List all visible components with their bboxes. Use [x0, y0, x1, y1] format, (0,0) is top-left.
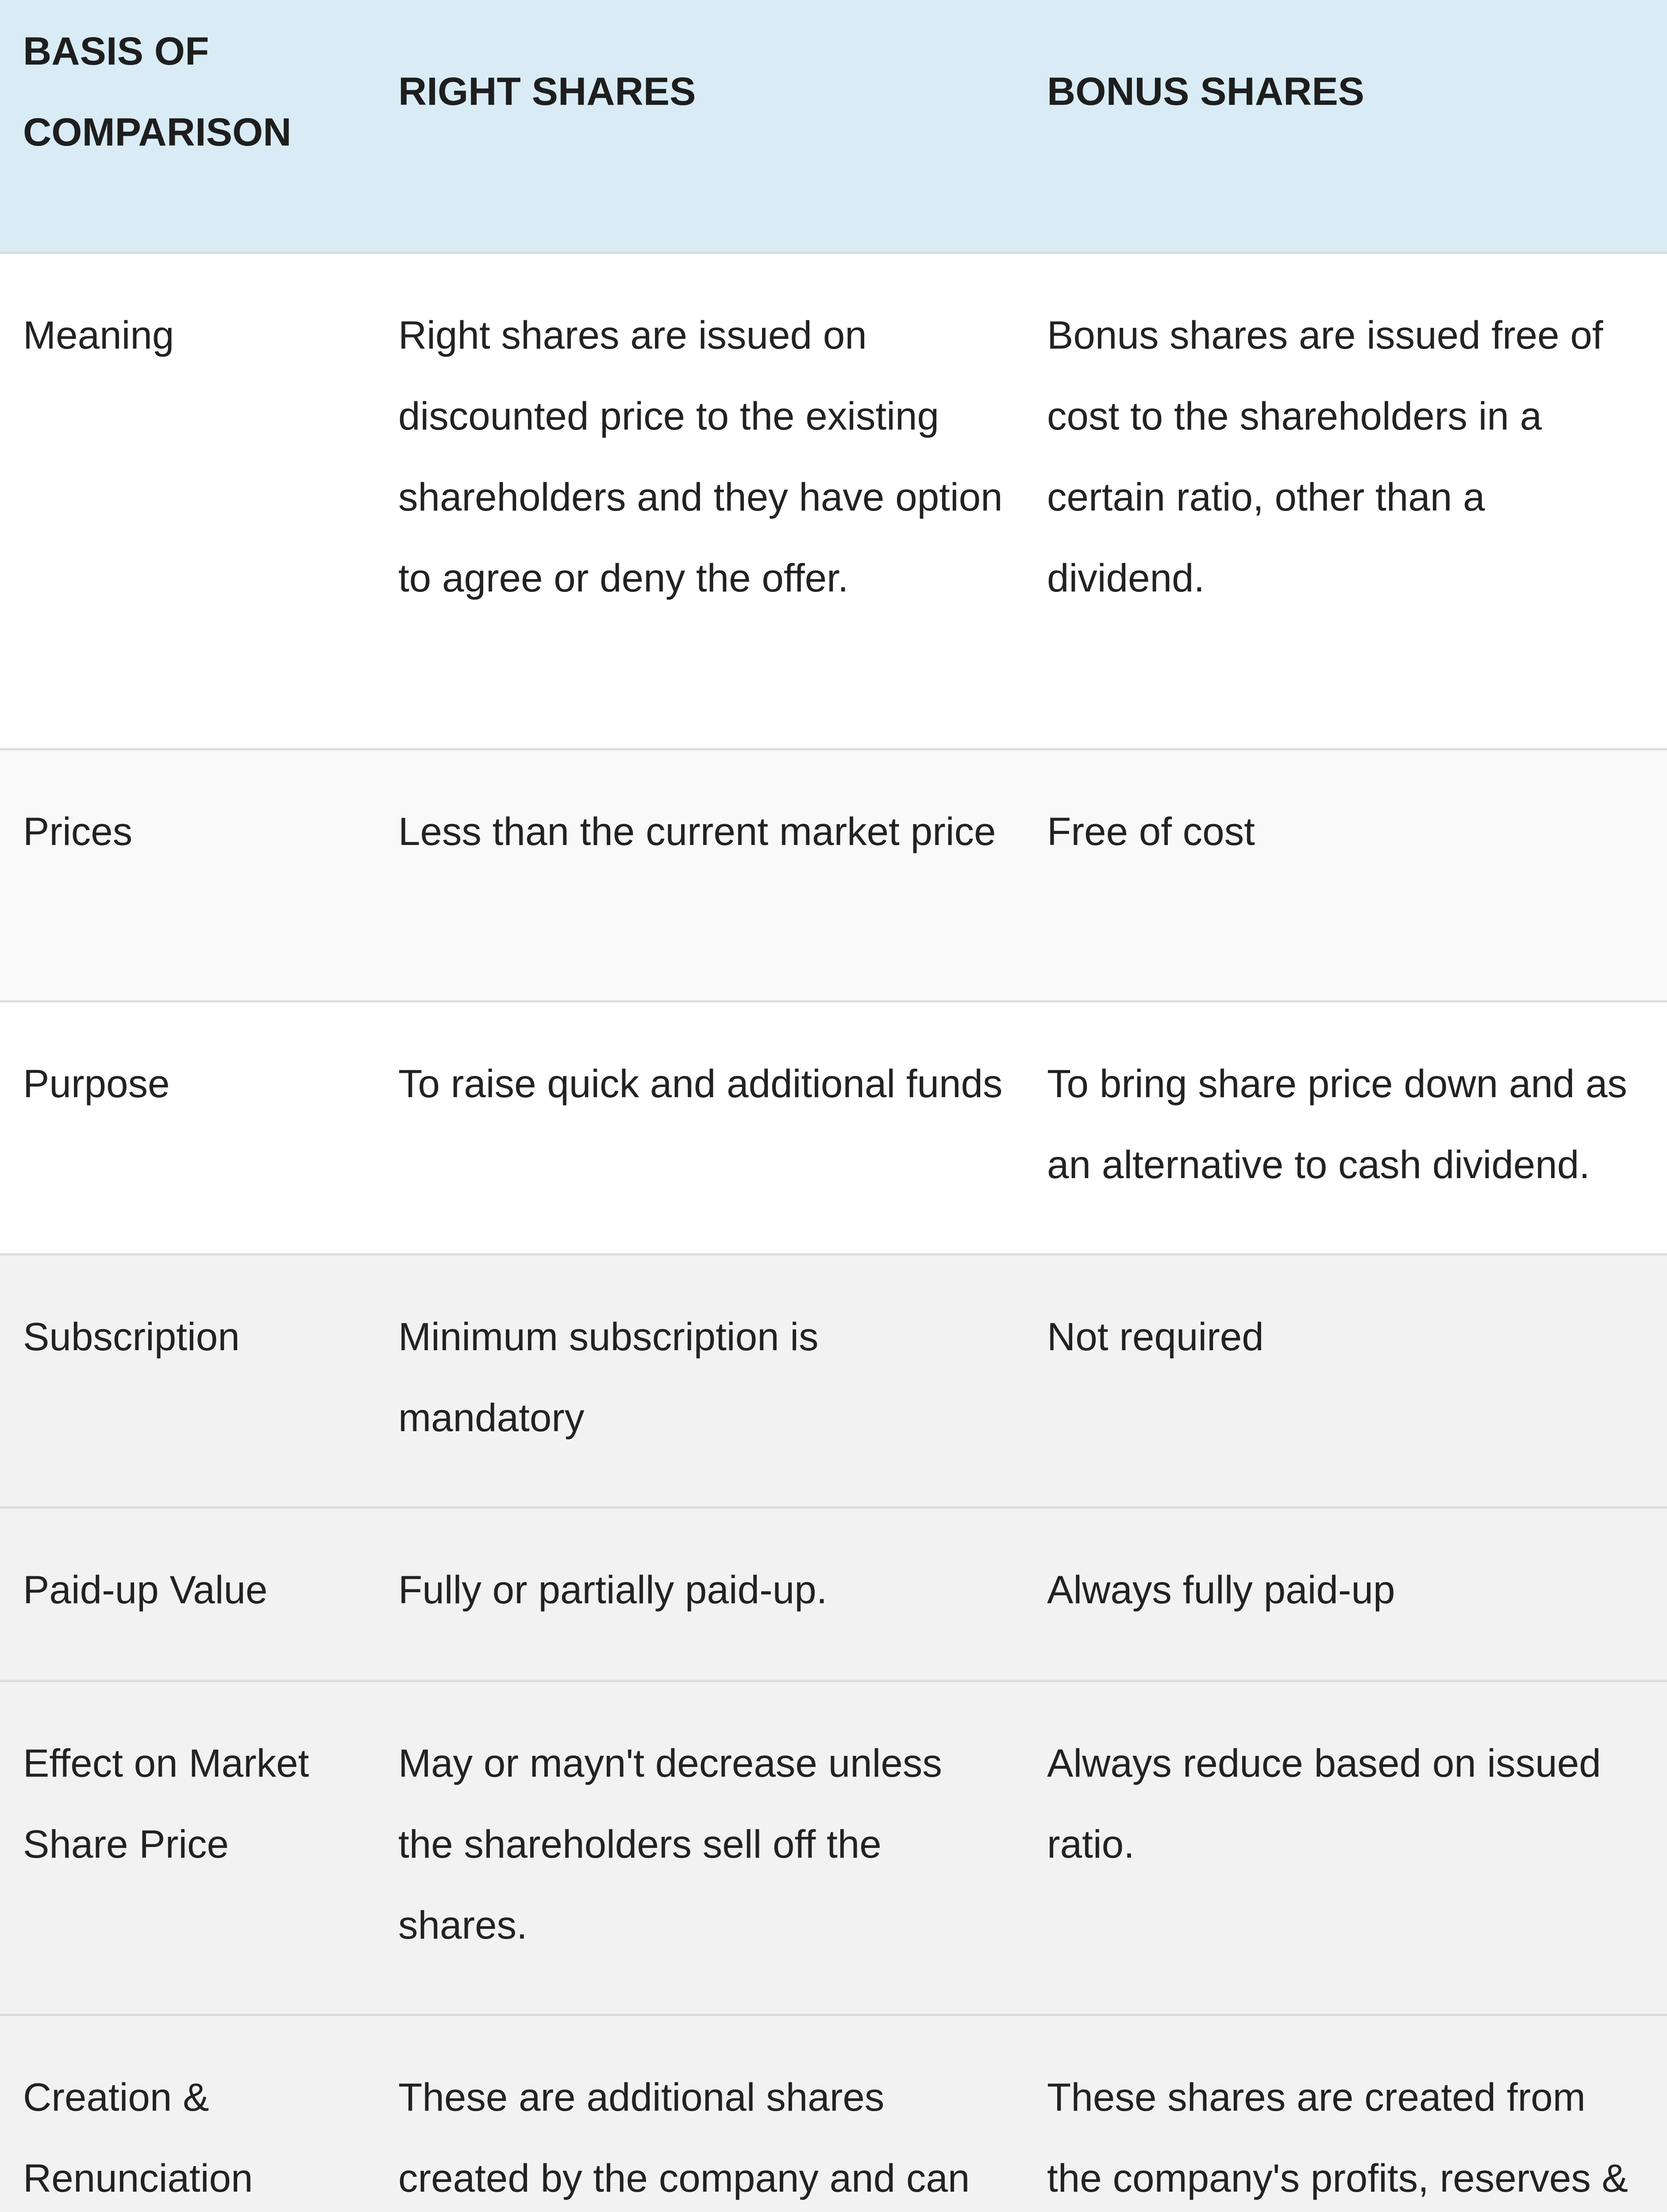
- bonus-shares-cell: These shares are created from the company's profits, reserves &: [1047, 2074, 1628, 2200]
- table-row-prices: [0, 749, 1667, 1001]
- right-shares-cell: Fully or partially paid-up.: [398, 1567, 828, 1612]
- right-shares-cell: Right shares are issued on discounted price to the existing shareholders and they have option to agree or deny the offer.: [398, 312, 1003, 600]
- bonus-shares-cell: Always fully paid-up: [1047, 1567, 1395, 1612]
- table-row-paid-up-value: [0, 1507, 1667, 1681]
- table-row-creation-and-renunciation: [0, 2015, 1667, 2212]
- table-row-purpose: [0, 1001, 1667, 1254]
- right-shares-cell: Less than the current market price: [398, 809, 996, 853]
- bonus-shares-cell: Bonus shares are issued free of cost to the shareholders in a certain ratio, other than a dividend.: [1047, 312, 1603, 600]
- table-row-meaning: [0, 253, 1667, 749]
- right-shares-cell: Minimum subscription is mandatory: [398, 1314, 819, 1440]
- bonus-shares-cell: Not required: [1047, 1314, 1264, 1359]
- basis-cell: Effect on Market Share Price: [23, 1740, 309, 1866]
- header-row: [0, 0, 1667, 253]
- header-bonus-shares: BONUS SHARES: [1047, 69, 1365, 113]
- header-basis-of-comparison: BASIS OF COMPARISON: [23, 29, 292, 154]
- bonus-shares-cell: Always reduce based on issued ratio.: [1047, 1740, 1601, 1866]
- table-row-subscription: [0, 1254, 1667, 1507]
- table-header: [0, 0, 1667, 253]
- table-body: [0, 253, 1667, 2212]
- basis-cell: Subscription: [23, 1314, 240, 1359]
- basis-cell: Prices: [23, 809, 133, 853]
- basis-cell: Paid-up Value: [23, 1567, 268, 1612]
- basis-cell: Meaning: [23, 312, 174, 357]
- header-right-shares: RIGHT SHARES: [398, 69, 696, 113]
- right-shares-cell: May or mayn't decrease unless the shareholders sell off the shares.: [398, 1740, 942, 1947]
- right-shares-cell: To raise quick and additional funds: [398, 1061, 1003, 1106]
- basis-cell: Creation & Renunciation: [23, 2074, 253, 2200]
- table-row-effect-on-market-share-price: [0, 1681, 1667, 2015]
- bonus-shares-cell: To bring share price down and as an alternative to cash dividend.: [1047, 1061, 1628, 1187]
- basis-cell: Purpose: [23, 1061, 170, 1106]
- right-shares-cell: These are additional shares created by the company and can: [398, 2074, 970, 2200]
- bonus-shares-cell: Free of cost: [1047, 809, 1255, 853]
